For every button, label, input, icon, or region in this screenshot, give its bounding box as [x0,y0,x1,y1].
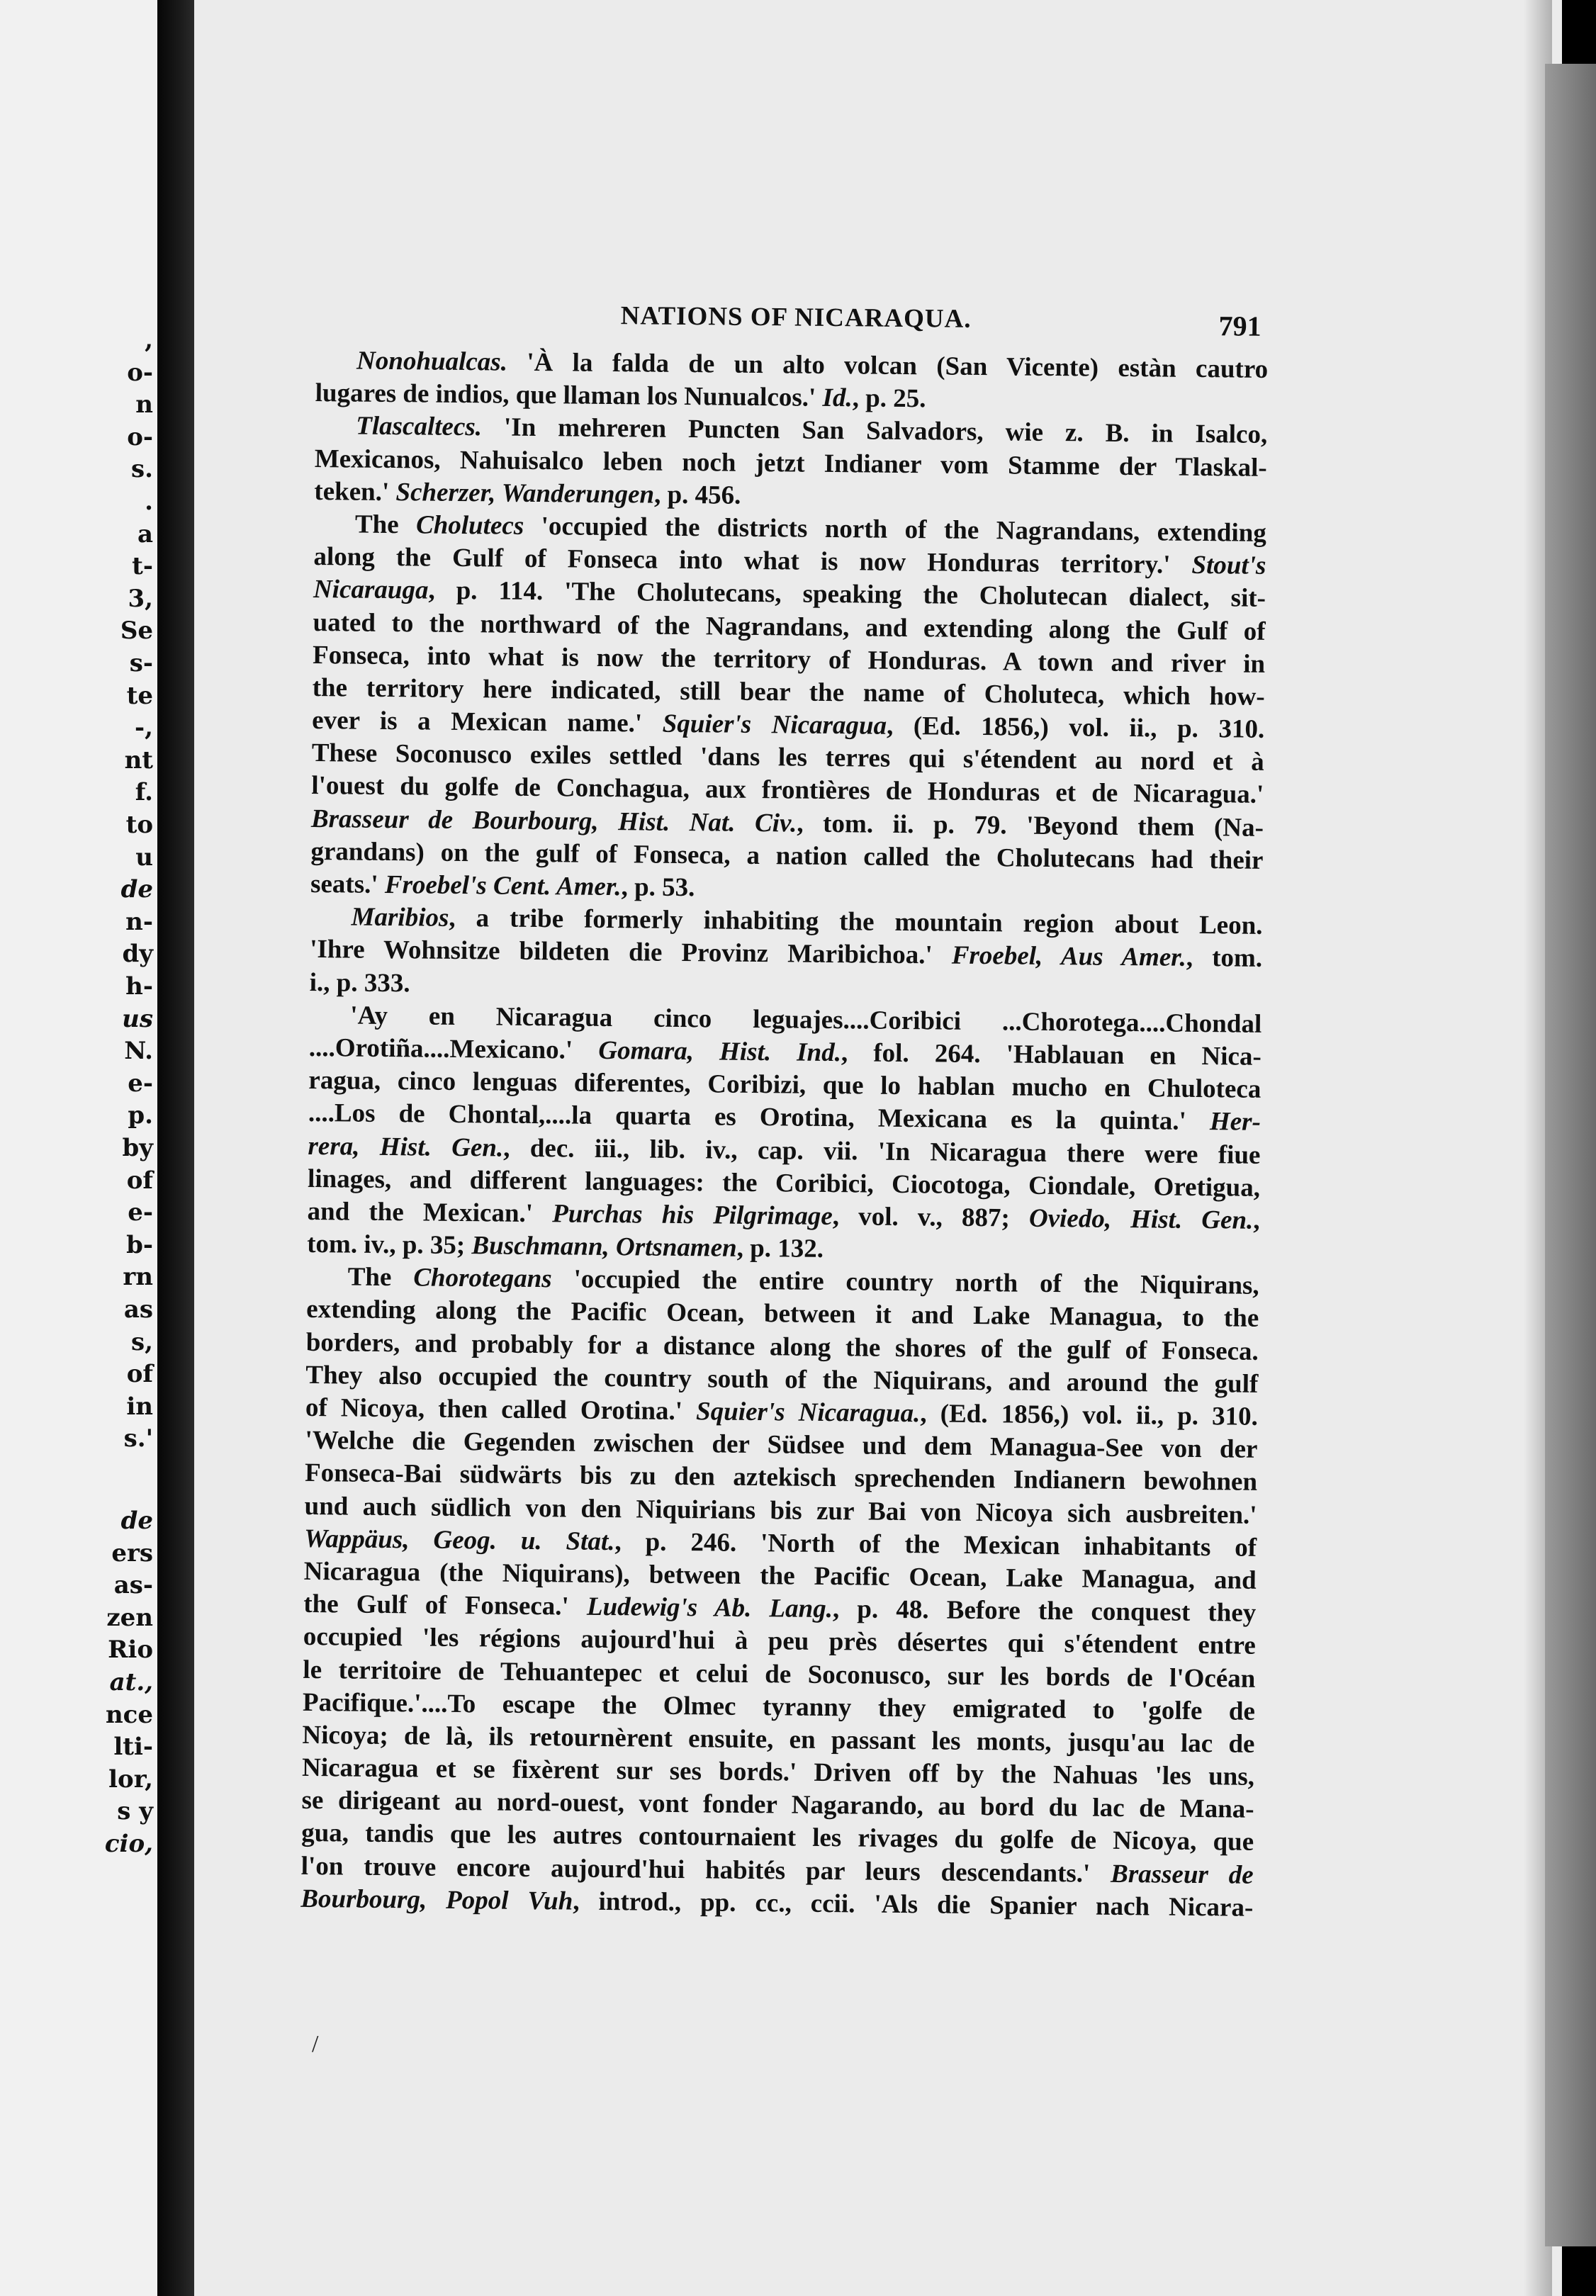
text-run: The [354,510,417,540]
text-run: 'Ay en Nicaragua cinco leguajes....Coribici ...Chorotega....Chondal [350,1001,1262,1039]
text-run: 'occupied the entire country north of the Niquirans, [551,1264,1259,1301]
paragraph [307,999,1261,1270]
text-run: Nicaragua et se fixèrent sur ses bords.' Driven off by the Nahuas 'les uns, [301,1752,1255,1791]
italic-citation: Buschmann, Ortsnamen [471,1231,737,1263]
previous-page-line-fragment: Rio [108,1636,153,1665]
text-run: Pacifique.'....To escape the Olmec tyranny they emigrated to 'golfe de [302,1687,1256,1726]
text-run: , p. 132. [736,1233,824,1264]
paragraph [300,1261,1259,1925]
previous-page-edge [0,0,157,2296]
text-run: Nicoya; de là, ils retournèrent ensuite, en passant les monts, jusqu'au lac de [302,1720,1255,1759]
previous-page-line-fragment: te [126,681,153,710]
text-run: und auch südlich von den Niquirians bis zur Bai von Nicoya sich ausbreiten.' [304,1491,1257,1530]
previous-page-line-fragment: , [145,326,153,354]
text-run: 'Ihre Wohnsitze bildeten die Provinz Maribichoa.' [309,935,952,971]
page-number: 791 [1218,310,1261,342]
previous-page-line-fragment: e- [128,1198,153,1227]
text-run: , vol. v., 887; [832,1201,1030,1233]
previous-page-line-fragment: -, [135,714,153,743]
italic-citation: Squier's Nicaragua [662,709,887,741]
paragraph [309,901,1262,1008]
previous-page-line-fragment: as [123,1295,153,1324]
previous-page-line-fragment: at., [109,1668,153,1696]
previous-page-line-fragment: us [122,1004,153,1033]
text-run: , introd., pp. cc., ccii. 'Als die Spanier nach Nicara- [573,1886,1254,1923]
previous-page-line-fragment: e- [128,1069,153,1098]
previous-page-line-fragment: rn [123,1263,153,1292]
text-run: , a tribe formerly inhabiting the mountain region about Leon. [449,904,1263,941]
previous-page-line-fragment: n- [125,907,153,936]
italic-citation: Nicarauga [313,575,429,605]
italic-citation: Brasseur de [1110,1859,1254,1890]
text-run: borders, and probably for a distance along the shores of the gulf of Fonseca. [305,1327,1259,1366]
text-run: , p. 114. 'The Cholutecans, speaking the Cholutecan dialect, sit- [428,575,1266,614]
previous-page-line-fragment: in [126,1392,153,1421]
text-run: i., p. 333. [309,967,410,998]
text-run: 'occupied the districts north of the Nagrandans, extending [524,511,1267,548]
text-run: gua, tandis que les autres contournaient les rivages du golfe de Nicoya, que [301,1818,1254,1857]
text-run: tom. iv., p. 35; [306,1229,472,1261]
text-run: They also occupied the country south of the Niquirans, and around the gulf [305,1360,1259,1399]
previous-page-line-fragment: o- [127,358,153,387]
italic-citation: Scherzer, Wanderungen [395,477,655,510]
text-run: Fonseca, into what is now the territory of Honduras. A town and river in [312,640,1266,679]
text-run: linages, and different languages: the Coribici, Ciocotoga, Ciondale, Oretigua, [307,1164,1261,1203]
text-run: , p. 456. [653,480,741,510]
paragraph [315,344,1268,419]
text-run: extending along the Pacific Ocean, between it and Lake Managua, to the [306,1295,1259,1334]
previous-page-line-fragment: 3, [128,584,153,613]
text-run: the Gulf of Fonseca.' [303,1589,588,1621]
italic-citation: Froebel's Cent. Amer. [384,870,622,902]
text-run: Nicaragua (the Niquirans), between the Pacific Ocean, Lake Managua, and [303,1556,1257,1595]
previous-page-line-fragment: zen [106,1603,153,1632]
text-run: uated to the northward of the Nagrandans, and extending along the Gulf of [313,607,1266,646]
previous-page-line-fragment: cio, [104,1830,153,1858]
text-run: ever is a Mexican name.' [312,706,663,738]
text-run: , (Ed. 1856,) vol. ii., p. 310. [920,1399,1259,1431]
text-run: l'ouest du golfe de Conchagua, aux frontières de Honduras et de Nicaragua.' [311,771,1264,810]
page-text-block [300,298,1269,2008]
previous-page-line-fragment: s.' [123,1424,153,1453]
previous-page-line-fragment: a [137,519,153,548]
italic-citation: Wappäus, Geog. u. Stat. [303,1524,615,1556]
text-run: grandans) on the gulf of Fonseca, a nation called the Cholutecans had their [310,836,1264,875]
text-run: ....Los de Chontal,....la quarta es Orotina, Mexicana es la quinta.' [308,1098,1210,1137]
previous-page-line-fragment: de [120,1507,153,1535]
previous-page-line-fragment: t- [132,552,153,581]
previous-page-line-fragment: dy [122,940,153,969]
text-run: , p. 53. [621,872,695,903]
paragraph [314,410,1267,517]
text-run: 'Welche die Gegenden zwischen der Südsee und dem Managua-See von der [305,1426,1258,1465]
text-run: the territory here indicated, still bear the name of Choluteca, which how- [312,673,1265,711]
previous-page-line-fragment: lor, [108,1765,153,1794]
previous-page-line-fragment: of [126,1360,153,1389]
previous-page-line-fragment: s, [131,1327,153,1356]
italic-citation: Maribios [351,902,449,933]
previous-page-line-fragment: ers [111,1538,153,1568]
running-title: NATIONS OF NICARAQUA. [620,301,972,334]
previous-page-line-fragment: nce [105,1700,153,1729]
previous-page-line-fragment: Se [120,617,153,646]
previous-page-line-fragment: h- [125,972,153,1001]
text-run: and the Mexican.' [307,1196,553,1229]
text-run: 'In mehreren Puncten San Salvadors, wie z. B. in Isalco, [481,412,1268,450]
italic-citation: Ludewig's Ab. Lang. [586,1592,833,1624]
italic-citation: Brasseur de Bourbourg, Hist. Nat. Civ. [310,804,797,838]
text-run: , (Ed. 1856,) vol. ii., p. 310. [886,711,1265,744]
previous-page-line-fragment: by [122,1134,153,1162]
body-text [300,344,1268,1925]
text-run: teken.' [314,476,396,507]
previous-page-line-fragment: N. [124,1037,153,1066]
italic-citation: Cholutecs [415,510,524,541]
previous-page-line-fragment: n [135,390,153,420]
previous-page-line-fragment: b- [126,1230,153,1259]
previous-page-line-fragment: u [135,843,153,872]
text-run: Fonseca-Bai südwärts bis zu den aztekisch sprechenden Indianern bewohnen [304,1458,1258,1497]
text-run: ....Orotiña....Mexicano.' [308,1032,599,1065]
previous-page-line-fragment: lti- [113,1733,153,1762]
italic-citation: Nonohualcas. [356,346,508,377]
italic-citation: Purchas his Pilgrimage [552,1199,833,1231]
italic-citation: Chorotegans [413,1263,552,1294]
text-run: Mexicanos, Nahuisalco leben noch jetzt Indianer vom Stamme der Tlaskal- [314,444,1267,483]
text-run: , dec. iii., lib. iv., cap. vii. 'In Nicaragua there were fiue [503,1133,1261,1170]
text-run: along the Gulf of Fonseca into what is now Honduras territory.' [313,542,1192,580]
previous-page-line-fragment: as- [113,1571,153,1600]
text-run: of Nicoya, then called Orotina.' [305,1392,697,1426]
italic-citation: Froebel, Aus Amer. [951,941,1187,973]
page-stack-edge [1545,64,1596,2246]
text-run: The [347,1262,414,1293]
text-run: , p. 25. [852,383,926,414]
italic-citation: rera, Hist. Gen. [308,1131,504,1163]
previous-page-line-fragment: o- [127,422,153,451]
previous-page-line-fragment: . [145,488,153,516]
text-run: , tom. ii. p. 79. 'Beyond them (Na- [797,809,1264,843]
italic-citation: Bourbourg, Popol Vuh [300,1884,573,1916]
italic-citation: Her- [1209,1107,1261,1137]
italic-citation: Id. [822,383,853,413]
previous-page-line-fragment: nt [124,745,153,775]
previous-page-line-fragment: s. [131,455,153,484]
text-run: , [1253,1205,1260,1235]
text-run: seats.' [310,869,386,899]
text-run: occupied 'les régions aujourd'hui à peu près désertes qui s'étendent entre [303,1622,1256,1661]
text-run: l'on trouve encore aujourd'hui habités par leurs descendants.' [300,1851,1111,1889]
previous-page-line-fragment: f. [135,778,153,807]
text-run: , tom. [1186,943,1263,974]
previous-page-line-fragment: s- [129,649,153,677]
text-run: , p. 48. Before the conquest they [832,1594,1257,1628]
italic-citation: Oviedo, Hist. Gen. [1028,1203,1254,1235]
text-run: ragua, cinco lenguas diferentes, Coribizi, que lo hablan mucho en Chuloteca [308,1066,1261,1104]
text-run: , fol. 264. 'Hablauan en Nica- [841,1038,1261,1071]
text-run: se dirigeant au nord-ouest, vont fonder Nagarando, au bord du lac de Mana- [301,1786,1254,1825]
paragraph [310,508,1266,910]
italic-citation: Tlascaltecs. [356,411,483,442]
book-gutter [157,0,194,2296]
italic-citation: Gomara, Hist. Ind. [598,1035,842,1068]
previous-page-line-fragment: of [126,1166,153,1195]
previous-page-line-fragment: de [120,875,153,904]
previous-page-line-fragment: p. [128,1101,153,1130]
stray-pen-mark: / [312,2031,319,2057]
previous-page-line-fragment: to [125,811,153,839]
previous-page-line-fragment: s y [117,1797,153,1826]
text-run: These Soconusco exiles settled 'dans les terres qui s'étendent au nord et à [311,738,1264,777]
text-run: le territoire de Tehuantepec et celui de Soconusco, sur les bords de l'Océan [303,1655,1256,1694]
text-run: , p. 246. 'North of the Mexican inhabitants of [614,1526,1257,1563]
running-head [315,298,1269,349]
italic-citation: Squier's Nicaragua. [695,1397,921,1429]
text-run: lugares de indios, que llaman los Nunualcos.' [315,378,823,413]
text-run: 'À la falda de un alto volcan (San Vicente) estàn cautro [507,347,1269,384]
italic-citation: Stout's [1191,551,1266,581]
